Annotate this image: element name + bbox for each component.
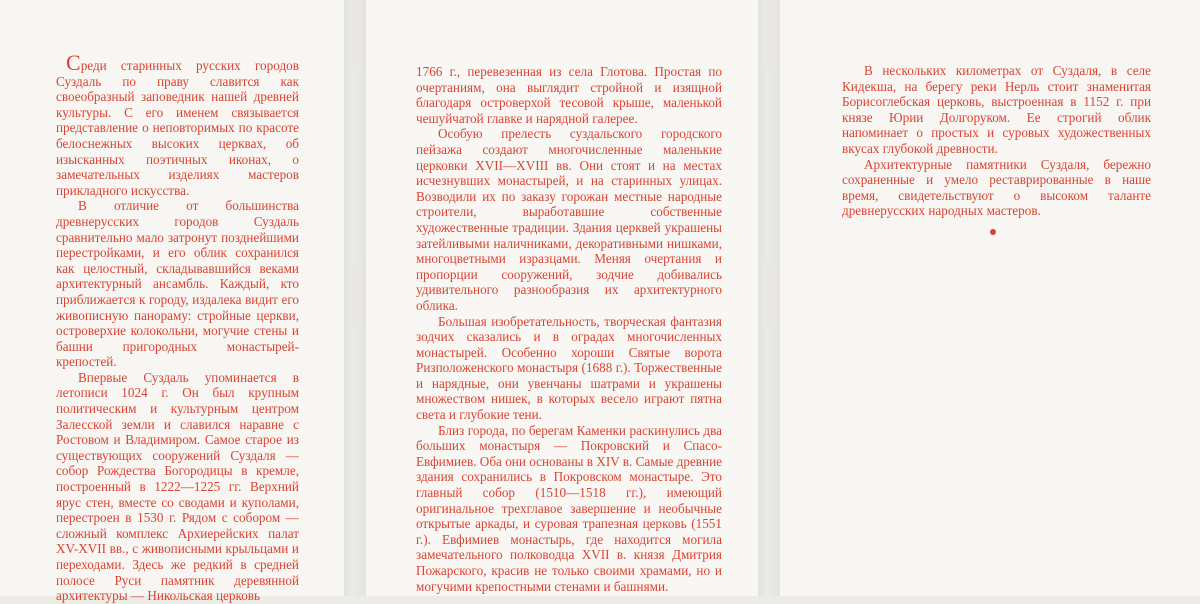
paragraph: Архитектурные памятники Суздаля, бережно сохраненные и умело реставрированные в наше время, свидетельствуют о высоком таланте древнерусских народных мастеров. bbox=[842, 156, 1151, 219]
paragraph: Особую прелесть суздальского городского пейзажа создают многочисленные маленькие церковки XVII—XVIII вв. Они стоят и на местах исчезнувших монастырей, и на старинных улицах. Возводили их по заказу горожан местные народные строители, выработавшие собственные художественные традиции. Здания церквей украшены затейливыми наличниками, декоративными нишками, многоцветными изразцами. Меняя очертания и пропорции сооружений, зодчие добивались удивительного разнообразия их архитектурного облика. bbox=[416, 126, 722, 313]
left-column-text bbox=[56, 50, 299, 604]
fold-notch bbox=[350, 260, 362, 330]
fold-notch bbox=[350, 0, 362, 70]
middle-column-text bbox=[416, 64, 722, 594]
paragraph: 1766 г., перевезенная из села Глотова. Простая по очертаниям, она выглядит стройной и изящной благодаря островерхой тесовой крыше, маленькой чешуйчатой главке и нарядной галерее. bbox=[416, 64, 722, 126]
fold-notch bbox=[764, 260, 776, 330]
paragraph: Впервые Суздаль упоминается в летописи 1024 г. Он был крупным политическим и культурным центром Залесской земли и славился наравне с Ростовом и Владимиром. Самое старое из существующих сооружений Суздаля — собор Рождества Богородицы в кремле, построенный в 1222—1225 гг. Верхний ярус стен, вместе со сводами и куполами, перестроен в 1530 г. Рядом с собором — сложный комплекс Архиерейских палат XV-XVII вв., с живописными крыльцами и переходами. Здесь же редкий в средней полосе Руси памятник деревянной архитектуры — Никольская церковь bbox=[56, 369, 299, 604]
paragraph-text: реди старинных русских городов Суздаль по праву славится как своеобразный заповедник нашей древней культуры. С его именем связывается представление о неповторимых по красоте белоснежных высоких церквах, об изысканных поэтичных иконах, о замечательных изделиях мастеров прикладного искусства. bbox=[56, 58, 299, 198]
fold-notch bbox=[764, 0, 776, 70]
paragraph: Большая изобретательность, творческая фантазия зодчих сказались и в оградах многочисленных монастырей. Особенно хороши Святые ворота Ризположенского монастыря (1688 г.). Торжественные и нарядные, они увенчаны шатрами и украшены множеством нишек, в которых весело играют пятна света и глубокие тени. bbox=[416, 313, 722, 423]
right-column-text bbox=[842, 63, 1151, 219]
paragraph: Близ города, по берегам Каменки раскинулись два больших монастыря — Покровский и Спасо-Евфимиев. Оба они основаны в XIV в. Самые древние здания сохранились в Покровском монастыре. Это главный собор (1510—1518 гг.), имеющий оригинальное трехглавое завершение и необычные открытые аркады, и суровая трапезная церковь (1551 г.). Евфимиев монастырь, где находится могила замечательного полководца XVII в. князя Дмитрия Пожарского, красив не только своими храмами, но и могучими крепостными стенами и башнями. bbox=[416, 422, 722, 594]
paragraph bbox=[56, 50, 299, 198]
paragraph: В отличие от большинства древнерусских городов Суздаль сравнительно мало затронут позднейшими перестройками, и его облик сохранился как целостный, складывавшийся веками архитектурный ансамбль. Каждый, кто приближается к городу, издалека видит его живописную панораму: стройные церкви, островерхие колокольни, могучие стены и башни пригородных монастырей-крепостей. bbox=[56, 198, 299, 370]
ornament-dot bbox=[990, 229, 996, 235]
paragraph: В нескольких километрах от Суздаля, в селе Кидекша, на берегу реки Нерль стоит знаменитая Борисоглебская церковь, выстроенная в 1152 г. при князе Юрии Долгоруком. Ее строгий облик напоминает о простых и суровых художественных вкусах глубокой древности. bbox=[842, 63, 1151, 156]
drop-cap: С bbox=[66, 50, 81, 75]
